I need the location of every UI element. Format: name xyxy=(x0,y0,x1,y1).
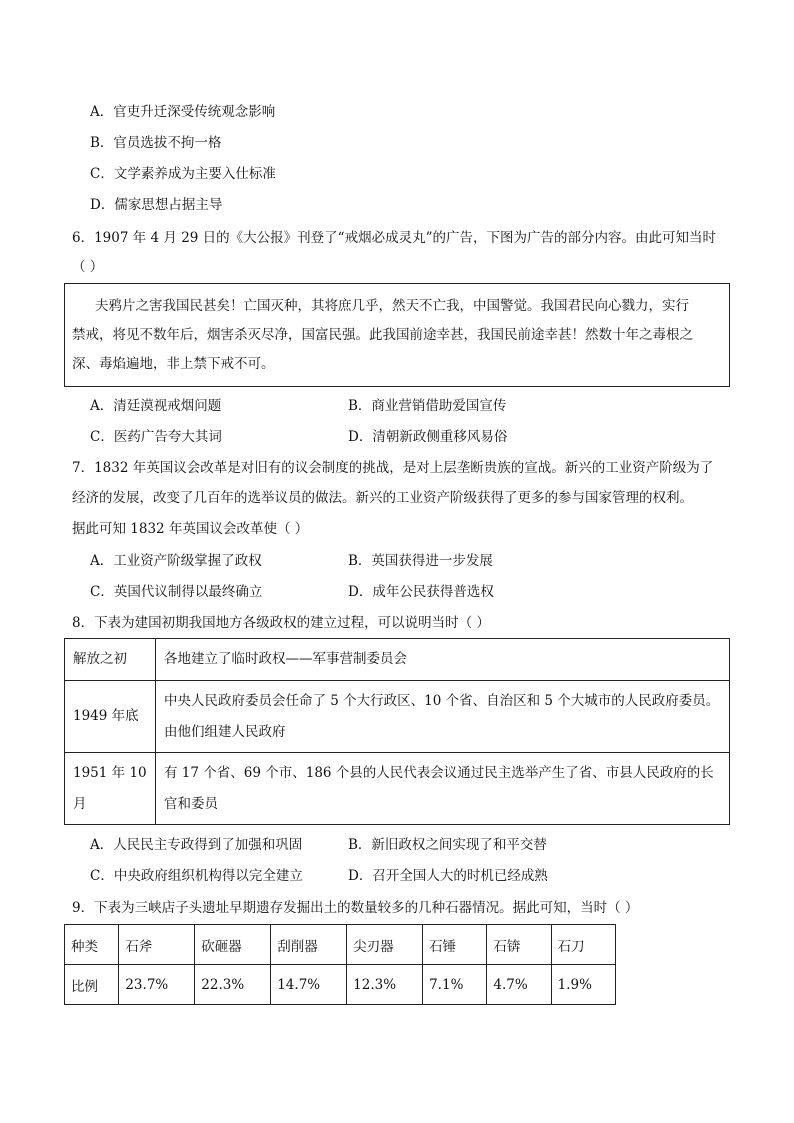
q9-ratio-cell: 4.7% xyxy=(487,965,551,1005)
q8-time-cell: 1949 年底 xyxy=(65,681,156,753)
q6-stem-line2: （ ） xyxy=(72,259,104,275)
q9-type-cell: 刮削器 xyxy=(271,925,347,965)
q8-time-cell: 1951 年 10 月 xyxy=(65,753,156,825)
table-row xyxy=(65,925,616,965)
q8-event-line: 各地建立了临时政权——军事营制委员会 xyxy=(164,651,407,667)
q7-stem-line3: 据此可知 1832 年英国议会改革使（ ） xyxy=(72,521,309,537)
q8-event-line: 有 17 个省、69 个市、186 个县的人民代表会议通过民主选举产生了省、市县人民政府的长 xyxy=(164,764,714,781)
q9-type-cell: 石锤 xyxy=(423,925,487,965)
q6-stem-line1: 6．1907 年 4 月 29 日的《大公报》刊登了“戒烟必成灵丸”的广告，下图为广告的部分内容。由此可知当时 xyxy=(72,230,716,246)
q9-ratio-cell: 1.9% xyxy=(551,965,615,1005)
q6-option-b: B．商业营销借助爱国宣传 xyxy=(348,398,507,414)
q8-table xyxy=(64,638,730,825)
q7-stem-line1: 7．1832 年英国议会改革是对旧有的议会制度的挑战，是对上层垄断贵族的宣战。新兴的工业资产阶级为了 xyxy=(72,460,714,476)
q8-event-line: 由他们组建人民政府 xyxy=(164,723,286,740)
q9-ratio-cell: 7.1% xyxy=(423,965,487,1005)
q9-ratio-label: 比例 xyxy=(65,965,119,1005)
q5-option-c: C．文学素养成为主要入仕标准 xyxy=(90,166,276,182)
q8-event-cell xyxy=(156,681,730,753)
q6-quote-line3: 深、毒焰遍地，非上禁下戒不可。 xyxy=(72,356,275,372)
q5-option-b: B．官员选拔不拘一格 xyxy=(90,135,222,151)
q9-type-cell: 尖刃器 xyxy=(347,925,423,965)
q8-time-cell: 解放之初 xyxy=(65,639,156,681)
q6-advert-quote-box xyxy=(64,283,730,387)
q9-type-cell: 石刀 xyxy=(551,925,615,965)
q7-option-b: B．英国获得进一步发展 xyxy=(348,553,493,569)
q9-type-cell: 石斧 xyxy=(119,925,195,965)
q8-event-line: 官和委员 xyxy=(164,795,218,812)
q7-option-c: C．英国代议制得以最终确立 xyxy=(90,584,263,600)
q9-ratio-cell: 14.7% xyxy=(271,965,347,1005)
q7-option-d: D．成年公民获得普选权 xyxy=(348,584,494,600)
q9-ratio-cell: 12.3% xyxy=(347,965,423,1005)
q6-option-c: C．医药广告夸大其词 xyxy=(90,429,222,445)
q9-type-cell: 石锛 xyxy=(487,925,551,965)
q9-table xyxy=(64,924,616,1005)
q9-ratio-cell: 22.3% xyxy=(195,965,271,1005)
q5-option-a: A．官吏升迁深受传统观念影响 xyxy=(90,104,276,120)
q8-event-cell xyxy=(156,753,730,825)
q6-quote-line2: 禁戒，将见不数年后，烟害杀灭尽净，国富民强。此我国前途幸甚，我国民前途幸甚！然数十年之毒根之 xyxy=(72,327,693,343)
q7-option-a: A．工业资产阶级掌握了政权 xyxy=(90,553,262,569)
q8-option-b: B．新旧政权之间实现了和平交替 xyxy=(348,837,547,853)
table-row xyxy=(65,681,730,753)
table-row xyxy=(65,753,730,825)
q6-option-a: A．清廷漠视戒烟问题 xyxy=(90,398,222,414)
q8-option-a: A．人民民主专政得到了加强和巩固 xyxy=(90,837,303,853)
q8-option-d: D．召开全国人大的时机已经成熟 xyxy=(348,868,548,884)
q9-stem: 9．下表为三峡店子头遗址早期遗存发掘出土的数量较多的几种石器情况。据此可知，当时（ ） xyxy=(72,900,639,916)
q6-option-d: D．清朝新政侧重移风易俗 xyxy=(348,429,508,445)
q8-event-cell xyxy=(156,639,730,681)
q8-option-c: C．中央政府组织机构得以完全建立 xyxy=(90,868,303,884)
q9-type-cell: 砍砸器 xyxy=(195,925,271,965)
q7-stem-line2: 经济的发展，改变了几百年的选举议员的做法。新兴的工业资产阶级获得了更多的参与国家管理的权利。 xyxy=(72,490,693,506)
q8-stem: 8．下表为建国初期我国地方各级政权的建立过程，可以说明当时（ ） xyxy=(72,615,490,631)
q9-ratio-cell: 23.7% xyxy=(119,965,195,1005)
q5-option-d: D．儒家思想占据主导 xyxy=(90,197,223,213)
q6-quote-line1: 夫鸦片之害我国民甚矣！亡国灭种，其将庶几乎，然天不亡我，中国警觉。我国君民向心戮力，实行 xyxy=(95,298,689,314)
q9-header-label: 种类 xyxy=(65,925,119,965)
table-row xyxy=(65,965,616,1005)
table-row xyxy=(65,639,730,681)
q8-event-line: 中央人民政府委员会任命了 5 个大行政区、10 个省、自治区和 5 个大城市的人民政府委员。 xyxy=(164,692,720,709)
